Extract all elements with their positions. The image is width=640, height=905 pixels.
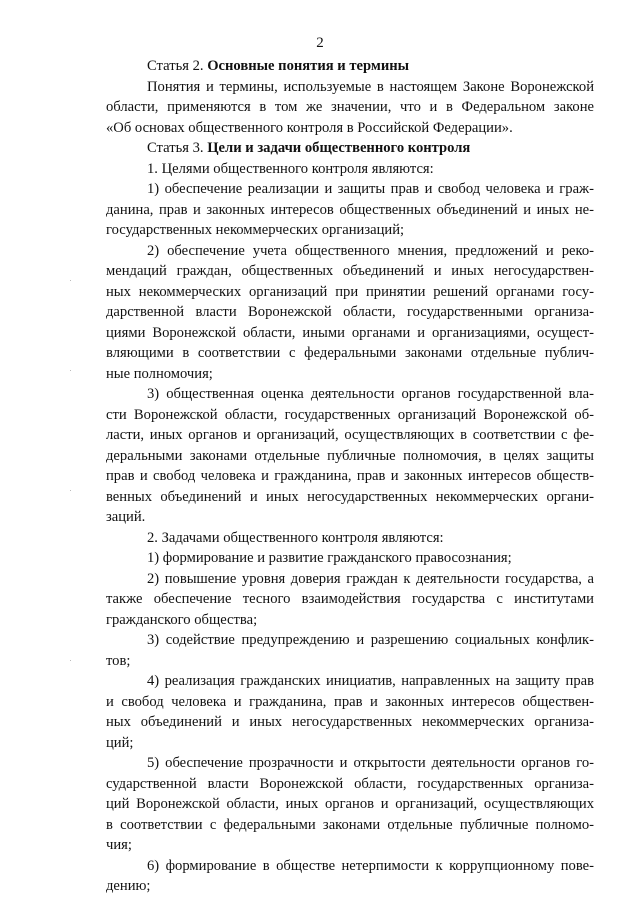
paragraph-line: 3) содействие предупреждению и разрешению социальных конфлик- — [147, 632, 594, 648]
paragraph-line: вляющими в соответствии с федеральными законами отдельные публич- — [106, 345, 594, 361]
paragraph-line: ций; — [106, 734, 134, 751]
article-2-heading — [147, 56, 594, 77]
paragraph-line: также обеспечение тесного взаимодействия государства с институтами — [106, 591, 594, 607]
paragraph-line: чия; — [106, 837, 132, 853]
article-2-prefix: Статья 2. — [147, 58, 208, 74]
paragraph-line: гражданского общества; — [106, 611, 258, 628]
paragraph-line: 1. Целями общественного контроля являются: — [147, 160, 434, 177]
paragraph-line: циями Воронежской области, иными органами и организациями, осущест- — [106, 324, 594, 341]
article-3-title: Цели и задачи общественного контроля — [207, 140, 471, 156]
speck — [70, 280, 71, 281]
paragraph-line: ные полномочия; — [106, 365, 213, 382]
article-3-prefix: Статья 3. — [147, 140, 208, 156]
paragraph-line: сти Воронежской области, государственных организаций Воронежской об- — [106, 406, 594, 423]
speck — [70, 660, 71, 661]
paragraph-line: данина, прав и законных интересов общественных объединений и иных не- — [106, 201, 594, 218]
paragraph-line: заций. — [106, 509, 146, 525]
paragraph-line: и свобод человека и гражданина, прав и законных интересов обществен- — [106, 693, 594, 710]
paragraph-line: 1) формирование и развитие гражданского правосознания; — [147, 550, 512, 566]
paragraph-line: 5) обеспечение прозрачности и открытости деятельности органов го- — [147, 755, 594, 771]
page-number: 2 — [316, 35, 324, 51]
paragraph-line: Понятия и термины, используемые в настоящем Законе Воронежской — [147, 78, 594, 95]
article-3-heading — [147, 138, 594, 159]
paragraph-line: прав и свобод человека и гражданина, прав и законных интересов обществ- — [106, 468, 594, 484]
paragraph-line: 2. Задачами общественного контроля являются: — [147, 529, 444, 546]
paragraph-line: «Об основах общественного контроля в Российской Федерации». — [106, 119, 513, 136]
paragraph-line: мендаций граждан, общественных объединений и иных негосударствен- — [106, 263, 594, 279]
paragraph-line: области, применяются в том же значении, что и в Федеральном законе — [106, 99, 594, 115]
paragraph-line: ных объединений и иных негосударственных некоммерческих организа- — [106, 714, 594, 730]
paragraph-line: сударственной власти Воронежской области, государственных организа- — [106, 775, 594, 792]
paragraph-line: венных объединений и иных негосударственных некоммерческих органи- — [106, 488, 594, 505]
paragraph-line: 1) обеспечение реализации и защиты прав и свобод человека и граж- — [147, 181, 594, 197]
paragraph-line: 2) повышение уровня доверия граждан к деятельности государства, а — [147, 570, 594, 587]
paragraph-line: ций Воронежской области, иных органов и организаций, осуществляющих — [106, 796, 594, 812]
paragraph-line: 6) формирование в обществе нетерпимости к коррупционному пове- — [147, 857, 594, 874]
article-2-title: Основные понятия и термины — [207, 58, 410, 74]
paragraph-line: 3) общественная оценка деятельности органов государственной вла- — [147, 386, 594, 402]
paragraph-line: 4) реализация гражданских инициатив, направленных на защиту прав — [147, 673, 594, 689]
paragraph-line: дарственной власти Воронежской области, государственными организа- — [106, 304, 594, 320]
paragraph-line: ласти, иных органов и организаций, осуществляющих в соответствии с фе- — [106, 427, 594, 443]
paragraph-line: дению; — [106, 878, 151, 894]
scan-specks — [70, 280, 76, 700]
paragraph-line: государственных некоммерческих организаций; — [106, 222, 405, 238]
paragraph-line: 2) обеспечение учета общественного мнения, предложений и реко- — [147, 242, 594, 259]
paragraph-line: тов; — [106, 652, 131, 669]
paragraph-line: в соответствии с федеральными законами отдельные публичные полномо- — [106, 816, 594, 833]
speck — [70, 370, 71, 371]
speck — [70, 490, 71, 491]
paragraph-line: ных некоммерческих организаций при принятии решений органами госу- — [106, 283, 594, 300]
paragraph-line: деральными законами отдельные публичные полномочия, в целях защиты — [106, 447, 594, 464]
